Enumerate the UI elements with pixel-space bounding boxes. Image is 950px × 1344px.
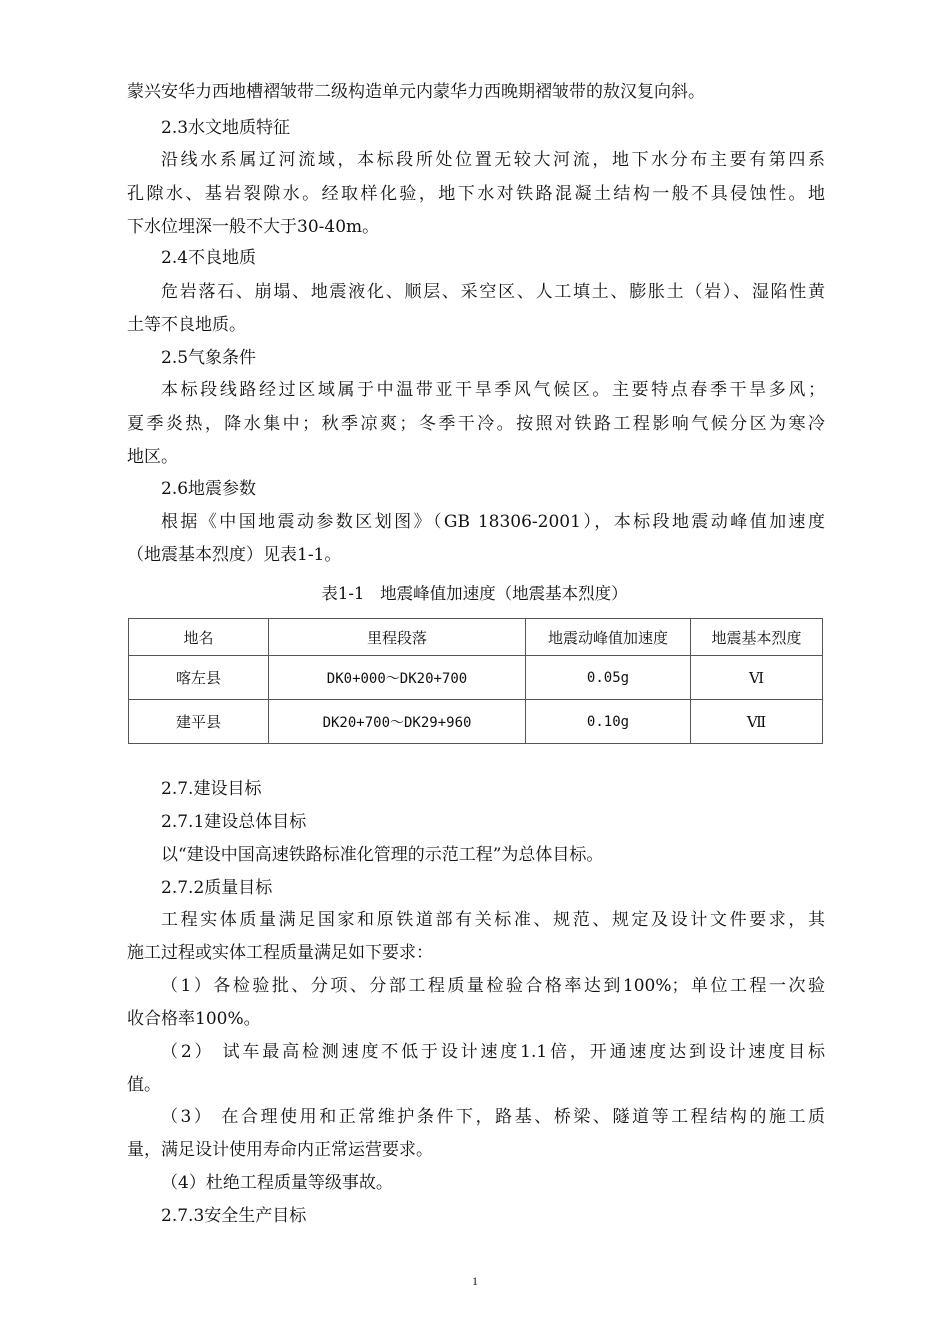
table-header-row [129,619,823,656]
seismic-parameter-table [128,618,823,744]
section-heading-2-6: 2.6地震参数 [161,479,257,499]
page-number: 1 [472,1274,478,1288]
section-heading-2-7-1: 2.7.1建设总体目标 [161,812,307,832]
section-heading-2-7: 2.7.建设目标 [161,779,262,799]
paragraph-line: （地震基本烈度）见表1-1。 [127,545,342,565]
paragraph-line: 土等不良地质。 [127,315,246,335]
paragraph-line: 蒙兴安华力西地槽褶皱带二级构造单元内蒙华力西晚期褶皱带的敖汉复向斜。 [127,82,705,102]
list-item: （4）杜绝工程质量等级事故。 [161,1173,393,1193]
section-heading-2-4: 2.4不良地质 [161,248,257,268]
paragraph-line: 量，满足设计使用寿命内正常运营要求。 [127,1140,433,1160]
list-item: （3） 在合理使用和正常维护条件下，路基、桥梁、隧道等工程结构的施工质 [161,1107,825,1127]
header-mileage: 里程段落 [269,619,526,656]
paragraph-line: 夏季炎热，降水集中；秋季凉爽；冬季干冷。按照对铁路工程影响气候分区为寒冷 [127,414,825,434]
paragraph-line: 孔隙水、基岩裂隙水。经取样化验，地下水对铁路混凝土结构一般不具侵蚀性。地 [127,184,825,204]
paragraph-line: 本标段线路经过区域属于中温带亚干旱季风气候区。主要特点春季干旱多风； [161,380,825,400]
header-intensity: 地震基本烈度 [691,619,823,656]
paragraph-line: 工程实体质量满足国家和原铁道部有关标准、规范、规定及设计文件要求，其 [161,910,825,930]
header-peak-acceleration: 地震动峰值加速度 [526,619,691,656]
section-heading-2-7-3: 2.7.3安全生产目标 [161,1206,307,1226]
cell-intensity: Ⅶ [691,700,823,744]
paragraph-line: 地区。 [127,447,178,467]
cell-place: 喀左县 [129,656,269,700]
paragraph-line: 沿线水系属辽河流域，本标段所处位置无较大河流，地下水分布主要有第四系 [161,150,825,170]
cell-peak-acceleration: 0.05g [526,656,691,700]
table-caption: 表1-1 地震峰值加速度（地震基本烈度） [321,584,628,603]
cell-mileage: DK20+700～DK29+960 [269,700,526,744]
cell-peak-acceleration: 0.10g [526,700,691,744]
section-heading-2-7-2: 2.7.2质量目标 [161,878,273,898]
cell-intensity: Ⅵ [691,656,823,700]
paragraph-line: 收合格率100%。 [127,1009,261,1029]
paragraph-line: 危岩落石、崩塌、地震液化、顺层、采空区、人工填土、膨胀土（岩）、湿陷性黄 [161,282,825,302]
table-row [129,700,823,744]
table-row [129,656,823,700]
paragraph-line: 下水位埋深一般不大于30-40m。 [127,217,380,237]
paragraph-line: 值。 [127,1075,161,1095]
section-heading-2-5: 2.5气象条件 [161,348,257,368]
cell-place: 建平县 [129,700,269,744]
paragraph-line: 施工过程或实体工程质量满足如下要求： [127,943,433,963]
list-item: （1）各检验批、分项、分部工程质量检验合格率达到100%；单位工程一次验 [161,976,825,996]
header-place: 地名 [129,619,269,656]
paragraph-line: 根据《中国地震动参数区划图》（GB 18306-2001），本标段地震动峰值加速度 [161,512,825,532]
list-item: （2） 试车最高检测速度不低于设计速度1.1倍，开通速度达到设计速度目标 [161,1042,825,1062]
paragraph-line: 以“建设中国高速铁路标准化管理的示范工程”为总体目标。 [161,845,604,865]
cell-mileage: DK0+000～DK20+700 [269,656,526,700]
section-heading-2-3: 2.3水文地质特征 [161,118,291,138]
